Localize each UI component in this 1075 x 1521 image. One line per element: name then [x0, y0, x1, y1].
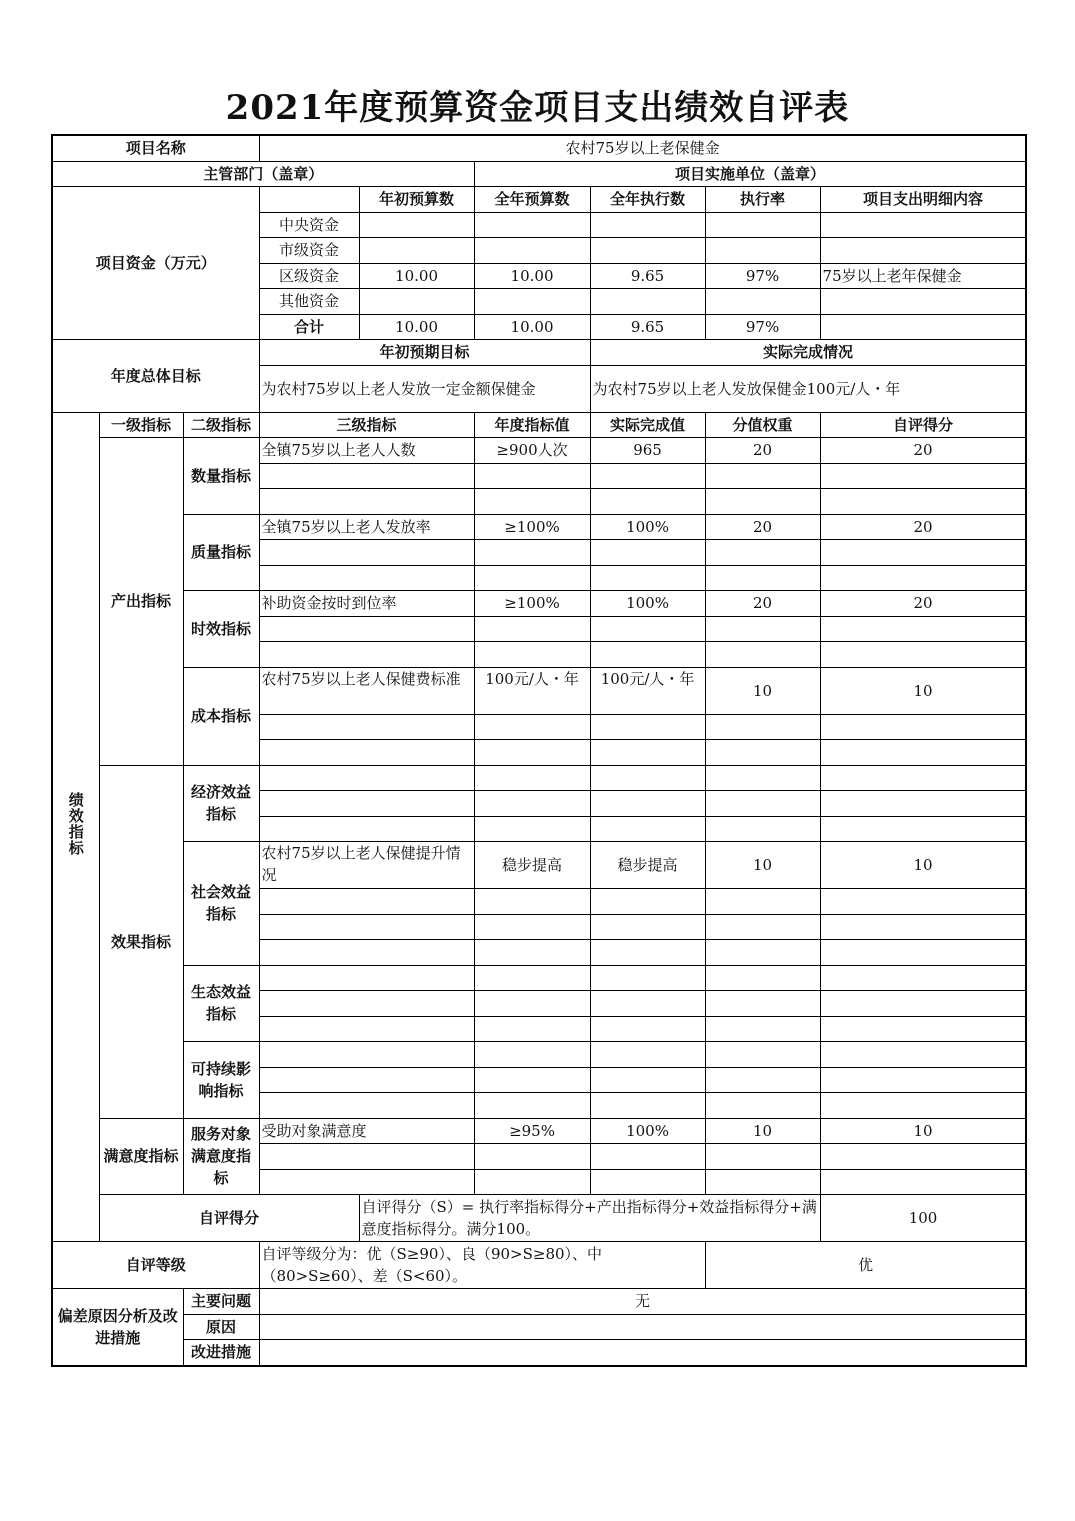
funds-cell: 9.65: [590, 263, 705, 289]
perf-label-cell: [52, 412, 99, 1242]
self-score-weight: 100: [820, 1195, 1026, 1242]
evaluation-form: [51, 134, 1027, 1367]
project-name-label: 项目名称: [52, 135, 259, 161]
funds-row-name: 市级资金: [259, 238, 359, 264]
output-label: 产出指标: [99, 438, 183, 766]
funds-row-name: 其他资金: [259, 289, 359, 315]
indicator-name: 农村75岁以上老人保健提升情况: [259, 842, 474, 889]
indicator-row: [52, 514, 1026, 540]
indicator-score: 10: [820, 667, 1026, 714]
indicator-name: 受助对象满意度: [259, 1118, 474, 1144]
perf-header: 一级指标: [99, 412, 183, 438]
indicator-weight: 10: [705, 667, 820, 714]
indicator-actual: 100%: [590, 591, 705, 617]
indicator-row-empty: [52, 965, 1026, 991]
self-grade-value: 优: [705, 1242, 1026, 1289]
funds-cell: 10.00: [359, 263, 474, 289]
satisfaction-label: 满意度指标: [99, 1118, 183, 1195]
indicator-row-empty: [52, 765, 1026, 791]
funds-cell: [820, 289, 1026, 315]
indicator-row: [52, 438, 1026, 464]
self-grade-desc: 自评等级分为：优（S≥90）、良（90>S≥80）、中（80>S≥60）、差（S<60）。: [259, 1242, 705, 1289]
cost-label: 成本指标: [183, 667, 259, 765]
indicator-target: ≥100%: [474, 591, 590, 617]
indicator-target: ≥900人次: [474, 438, 590, 464]
indicator-row-empty: [52, 1042, 1026, 1068]
goal-label: 年度总体目标: [52, 340, 259, 413]
reason-value: [259, 1314, 1026, 1340]
funds-cell: 9.65: [590, 314, 705, 340]
indicator-name: 补助资金按时到位率: [259, 591, 474, 617]
funds-cell: [590, 289, 705, 315]
indicator-score: 20: [820, 438, 1026, 464]
econ-label: 经济效益指标: [183, 765, 259, 842]
reason-label: 原因: [183, 1314, 259, 1340]
time-label: 时效指标: [183, 591, 259, 668]
funds-cell: [590, 238, 705, 264]
funds-cell: [359, 212, 474, 238]
impl-unit-label: 项目实施单位（盖章）: [474, 161, 1026, 187]
funds-cell: [474, 212, 590, 238]
page-title: 2021年度预算资金项目支出绩效自评表: [225, 88, 850, 128]
funds-header-blank: [259, 187, 359, 213]
service-label: 服务对象满意度指标: [183, 1118, 259, 1195]
indicator-weight: 20: [705, 438, 820, 464]
funds-cell: [474, 289, 590, 315]
indicator-actual: 100%: [590, 1118, 705, 1144]
funds-cell: 10.00: [474, 263, 590, 289]
perf-label: 绩效指标: [66, 791, 85, 856]
indicator-target: ≥100%: [474, 514, 590, 540]
perf-header: 二级指标: [183, 412, 259, 438]
perf-header: 自评得分: [820, 412, 1026, 438]
funds-cell: [705, 238, 820, 264]
funds-cell: [705, 289, 820, 315]
goal-expected: 为农村75岁以上老人发放一定金额保健金: [259, 365, 590, 412]
goal-actual: 为农村75岁以上老人发放保健金100元/人・年: [590, 365, 1026, 412]
funds-header: 项目支出明细内容: [820, 187, 1026, 213]
funds-cell: [820, 314, 1026, 340]
indicator-name: 全镇75岁以上老人发放率: [259, 514, 474, 540]
indicator-actual: 965: [590, 438, 705, 464]
funds-header: 执行率: [705, 187, 820, 213]
funds-cell: [590, 212, 705, 238]
indicator-row: [52, 591, 1026, 617]
perf-header: 三级指标: [259, 412, 474, 438]
funds-row-name: 中央资金: [259, 212, 359, 238]
indicator-score: 10: [820, 842, 1026, 889]
deviation-label: 偏差原因分析及改进措施: [52, 1289, 183, 1366]
qty-label: 数量指标: [183, 438, 259, 515]
funds-cell: [359, 238, 474, 264]
funds-cell: [820, 238, 1026, 264]
measure-label: 改进措施: [183, 1340, 259, 1366]
funds-cell: 75岁以上老年保健金: [820, 263, 1026, 289]
goal-expected-label: 年初预期目标: [259, 340, 590, 366]
eco-label: 生态效益指标: [183, 965, 259, 1042]
self-grade-label: 自评等级: [52, 1242, 259, 1289]
funds-cell: [474, 238, 590, 264]
indicator-name: 全镇75岁以上老人人数: [259, 438, 474, 464]
indicator-actual: 100元/人・年: [590, 667, 705, 714]
effect-label: 效果指标: [99, 765, 183, 1118]
social-label: 社会效益指标: [183, 842, 259, 966]
indicator-weight: 20: [705, 591, 820, 617]
funds-header: 全年预算数: [474, 187, 590, 213]
indicator-score: 20: [820, 514, 1026, 540]
qual-label: 质量指标: [183, 514, 259, 591]
indicator-weight: 10: [705, 842, 820, 889]
indicator-actual: 100%: [590, 514, 705, 540]
indicator-row: [52, 842, 1026, 889]
indicator-name: 农村75岁以上老人保健费标准: [259, 667, 474, 714]
indicator-actual: 稳步提高: [590, 842, 705, 889]
funds-cell: [705, 212, 820, 238]
funds-cell: [820, 212, 1026, 238]
funds-cell: [359, 289, 474, 315]
problem-value: 无: [259, 1289, 1026, 1315]
funds-row-name: 区级资金: [259, 263, 359, 289]
funds-cell: 97%: [705, 314, 820, 340]
measure-value: [259, 1340, 1026, 1366]
owner-dept-label: 主管部门（盖章）: [52, 161, 474, 187]
indicator-score: 20: [820, 591, 1026, 617]
indicator-weight: 20: [705, 514, 820, 540]
indicator-target: ≥95%: [474, 1118, 590, 1144]
project-name-value: 农村75岁以上老保健金: [259, 135, 1026, 161]
goal-actual-label: 实际完成情况: [590, 340, 1026, 366]
self-score-desc: 自评得分（S）= 执行率指标得分+产出指标得分+效益指标得分+满意度指标得分。满分100。: [359, 1195, 820, 1242]
perf-header: 分值权重: [705, 412, 820, 438]
indicator-row: [52, 667, 1026, 714]
funds-cell: 10.00: [474, 314, 590, 340]
problem-label: 主要问题: [183, 1289, 259, 1315]
self-score-label: 自评得分: [99, 1195, 359, 1242]
sustain-label: 可持续影响指标: [183, 1042, 259, 1119]
funds-label: 项目资金（万元）: [52, 187, 259, 340]
indicator-target: 100元/人・年: [474, 667, 590, 714]
indicator-target: 稳步提高: [474, 842, 590, 889]
indicator-row: [52, 1118, 1026, 1144]
perf-header: 年度指标值: [474, 412, 590, 438]
funds-cell: 10.00: [359, 314, 474, 340]
funds-cell: 97%: [705, 263, 820, 289]
funds-row-name: 合计: [259, 314, 359, 340]
indicator-weight: 10: [705, 1118, 820, 1144]
funds-header: 年初预算数: [359, 187, 474, 213]
funds-header: 全年执行数: [590, 187, 705, 213]
perf-header: 实际完成值: [590, 412, 705, 438]
indicator-score: 10: [820, 1118, 1026, 1144]
